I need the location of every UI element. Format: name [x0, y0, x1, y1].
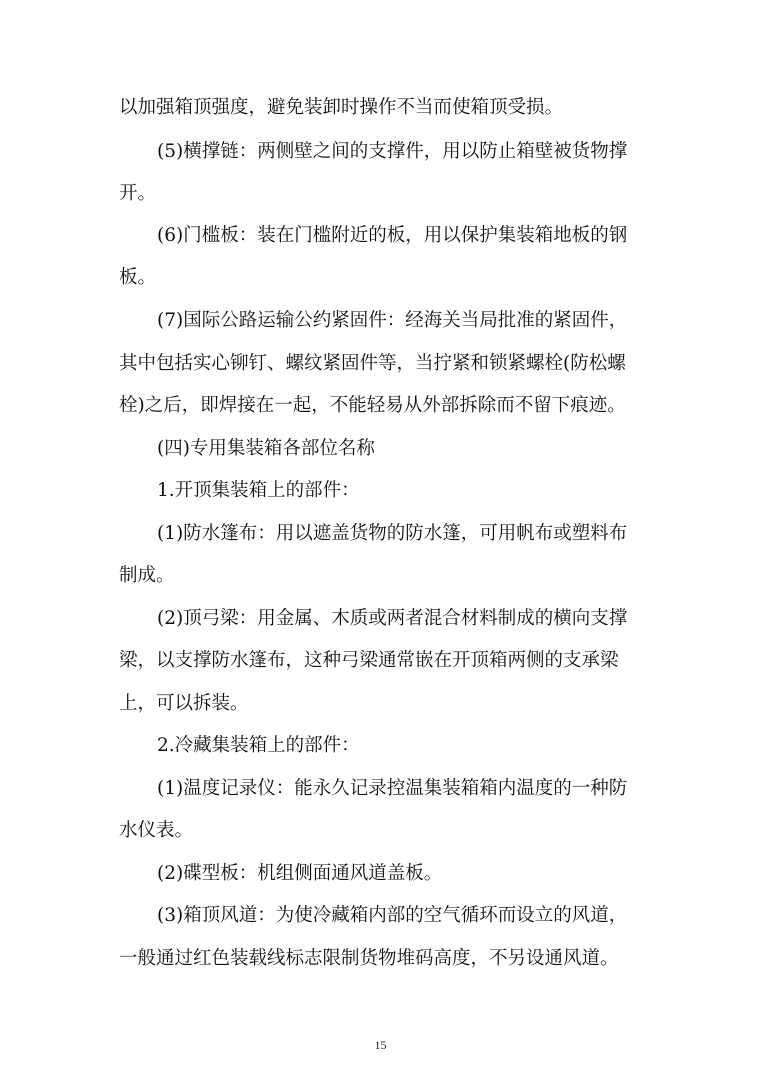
- text-line: (1)温度记录仪：能永久记录控温集装箱箱内温度的一种防: [157, 778, 628, 799]
- page-number: 15: [374, 1038, 387, 1052]
- text-line: 梁，以支撑防水篷布，这种弓梁通常嵌在开顶箱两侧的支承梁: [119, 650, 619, 671]
- section-heading: (四)专用集装箱各部位名称: [157, 438, 375, 459]
- text-line: 制成。: [119, 565, 175, 586]
- text-line: (1)防水篷布：用以遮盖货物的防水篷，可用帆布或塑料布: [157, 523, 628, 544]
- text-line: 一般通过红色装载线标志限制货物堆码高度，不另设通风道。: [119, 948, 619, 969]
- subsection-heading: 1.开顶集装箱上的部件：: [157, 480, 360, 501]
- text-line: (2)碟型板：机组侧面通风道盖板。: [157, 863, 443, 884]
- text-line: (6)门槛板：装在门槛附近的板，用以保护集装箱地板的钢: [157, 225, 628, 246]
- text-line: 以加强箱顶强度，避免装卸时操作不当而使箱顶受损。: [119, 97, 564, 118]
- subsection-heading: 2.冷藏集装箱上的部件：: [157, 735, 360, 756]
- text-line: (2)顶弓梁：用金属、木质或两者混合材料制成的横向支撑: [157, 608, 628, 629]
- text-line: 栓)之后，即焊接在一起，不能轻易从外部拆除而不留下痕迹。: [119, 395, 626, 416]
- text-line: (5)横撑链：两侧壁之间的支撑件，用以防止箱壁被货物撑: [157, 141, 628, 162]
- text-line: 上，可以拆装。: [119, 693, 249, 714]
- text-line: 其中包括实心铆钉、螺纹紧固件等，当拧紧和锁紧螺栓(防松螺: [119, 353, 626, 374]
- text-line: 板。: [119, 267, 157, 288]
- text-line: 开。: [119, 183, 157, 204]
- text-line: 水仪表。: [119, 820, 194, 841]
- text-line: (7)国际公路运输公约紧固件：经海关当局批准的紧固件，: [157, 310, 628, 331]
- text-line: (3)箱顶风道：为使冷藏箱内部的空气循环而设立的风道，: [157, 905, 628, 926]
